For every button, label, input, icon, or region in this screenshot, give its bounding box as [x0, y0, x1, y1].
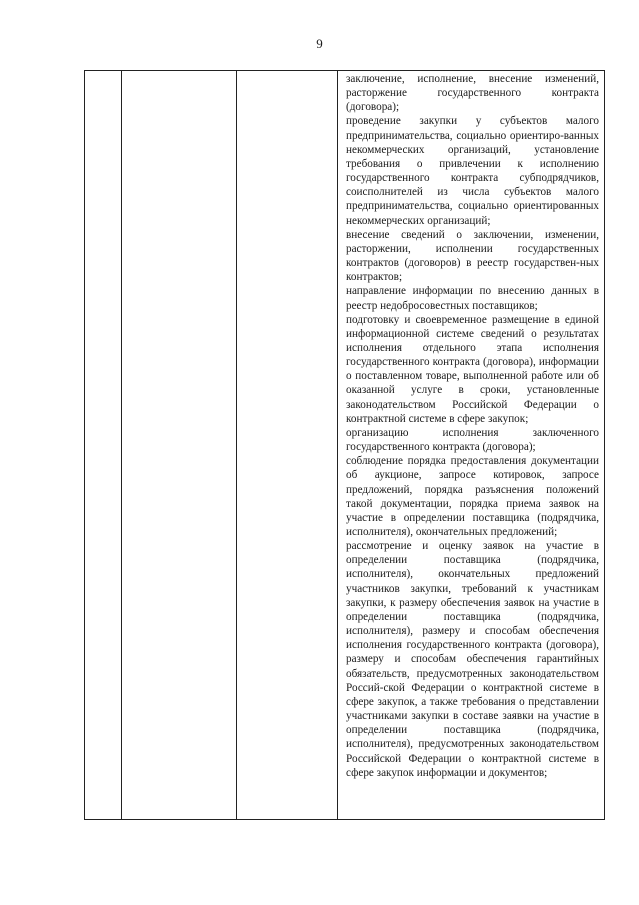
- list-item: заключение, исполнение, внесение изменений, расторжение государственного контракта (договора);: [346, 73, 599, 114]
- table-row: [85, 71, 605, 820]
- page-number: 9: [316, 36, 323, 51]
- table-cell-number: [85, 71, 122, 820]
- list-item: рассмотрение и оценку заявок на участие в определении поставщика (подрядчика, исполнителя), окончательных предложений участников закупки, требований к участникам закупки, к размеру обеспечения заявок на участие в определении поставщика (подрядчика, исполнителя), размеру и способам обеспечения исполнения государственного контракта (договора), размеру и способам обеспечения гарантийных обязательств, предусмотренных законодательством Россий-ской Федерации о контрактной системе в сфере закупок, а также требования о представлении участниками закупки в составе заявки на участие в определении поставщика (подрядчика, исполнителя), предусмотренных законодательством Российской Федерации о контрактной системе в сфере закупок информации и документов;: [346, 540, 599, 779]
- list-item: организацию исполнения заключенного государственного контракта (договора);: [346, 426, 599, 454]
- list-item: направление информации по внесению данных в реестр недобросовестных поставщиков;: [346, 285, 599, 312]
- list-item: проведение закупки у субъектов малого предпринимательства, социально ориентиро-ванных некоммерческих организаций, установление требования о привлечении к исполнению государственного контракта субподрядчиков, соисполнителей из числа субъектов малого предпринимательства, социально ориентированных некоммерческих организаций;: [346, 115, 599, 227]
- document-table: [84, 70, 605, 820]
- table-cell-position: [237, 71, 338, 820]
- list-item: подготовку и своевременное размещение в единой информационной системе сведений о результатах исполнения отдельного этапа исполнения государственного контракта (договора), информации о поставленном товаре, выполненной работе или об оказанной услуге в сроки, установленные законодательством Российской Федерации о контрактной системе в сфере закупок;: [346, 313, 599, 425]
- table-cell-duties: [338, 71, 605, 820]
- table-cell-name: [122, 71, 237, 820]
- list-item: соблюдение порядка предоставления документации об аукционе, запросе котировок, запросе предложений, порядка разъяснения положений такой документации, порядка приема заявок на участие в определении поставщика (подрядчика, исполнителя), окончательных предложений;: [346, 455, 599, 538]
- list-item: внесение сведений о заключении, изменении, расторжении, исполнении государственных контрактов (договоров) в реестр государствен-ных контрактов;: [346, 228, 599, 284]
- duties-list: [338, 71, 604, 783]
